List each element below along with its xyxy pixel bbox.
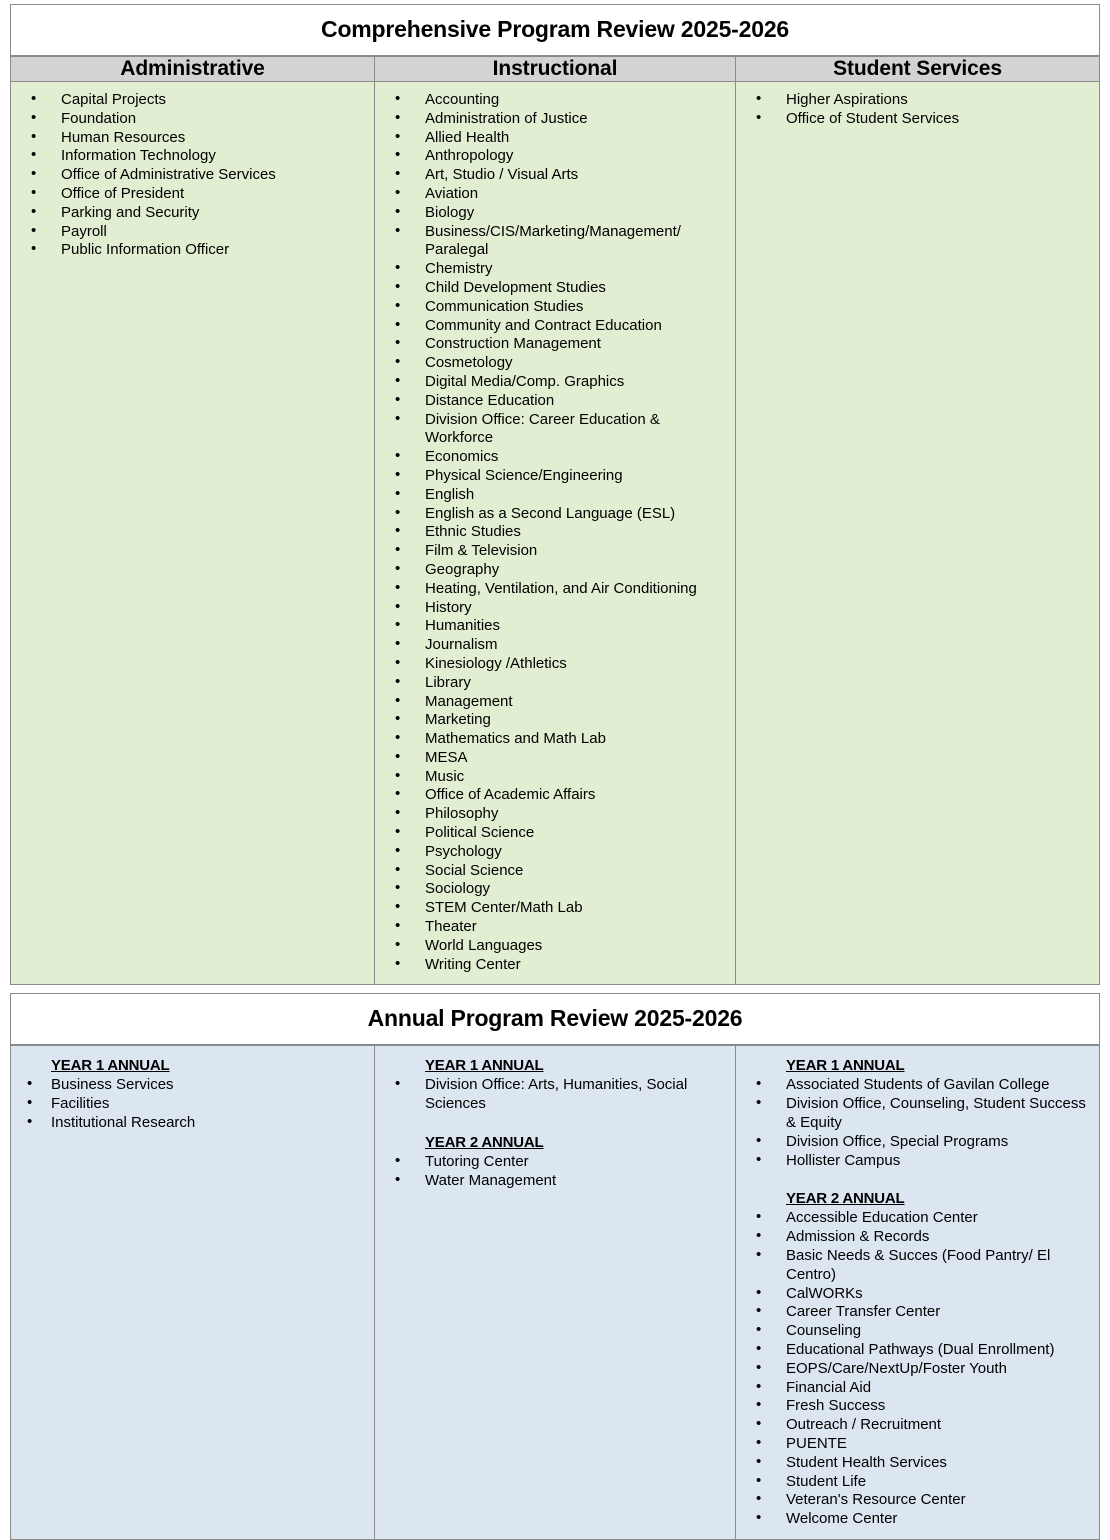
- program-item: • Office of Student Services: [742, 110, 1093, 129]
- comprehensive-header-row: [11, 57, 1100, 82]
- annual-title: Annual Program Review 2025-2026: [11, 994, 1099, 1045]
- program-item: • Financial Aid: [742, 1379, 1093, 1398]
- program-item: • Student Health Services: [742, 1454, 1093, 1473]
- comprehensive-title-row: [11, 5, 1100, 57]
- program-item: • Heating, Ventilation, and Air Conditioning: [381, 580, 729, 599]
- annual-title-row: [11, 994, 1100, 1046]
- program-item: • Foundation: [17, 110, 368, 129]
- program-item: • Construction Management: [381, 335, 729, 354]
- program-item: • Capital Projects: [17, 91, 368, 110]
- program-item: • Division Office: Arts, Humanities, Social Sciences: [381, 1076, 729, 1114]
- table-spacer: [10, 985, 1100, 993]
- year-group-list: [381, 1076, 729, 1114]
- program-item: • Journalism: [381, 636, 729, 655]
- program-item: • Office of Administrative Services: [17, 166, 368, 185]
- program-list-student-services: [742, 91, 1093, 129]
- program-item: • World Languages: [381, 937, 729, 956]
- program-item: • PUENTE: [742, 1435, 1093, 1454]
- year-group-list: [742, 1076, 1093, 1170]
- year-group-heading: YEAR 2 ANNUAL: [425, 1134, 544, 1152]
- program-item: • Mathematics and Math Lab: [381, 730, 729, 749]
- program-item: • Music: [381, 768, 729, 787]
- program-item: • Human Resources: [17, 129, 368, 148]
- program-item: • Division Office: Career Education & Workforce: [381, 411, 729, 449]
- column-header-instructional: Instructional: [375, 57, 736, 82]
- program-item: • Community and Contract Education: [381, 317, 729, 336]
- program-item: • Kinesiology /Athletics: [381, 655, 729, 674]
- program-item: • Business Services: [17, 1076, 368, 1095]
- program-item: • Basic Needs & Succes (Food Pantry/ El Centro): [742, 1247, 1093, 1285]
- year-group-list: [381, 1153, 729, 1191]
- program-item: • Associated Students of Gavilan College: [742, 1076, 1093, 1095]
- program-item: • MESA: [381, 749, 729, 768]
- program-item: • Writing Center: [381, 956, 729, 975]
- comprehensive-body-row: [11, 82, 1100, 985]
- year-group-heading: YEAR 1 ANNUAL: [786, 1057, 905, 1075]
- year-group-heading: YEAR 2 ANNUAL: [786, 1190, 905, 1208]
- annual-cell-student-services: [736, 1046, 1100, 1540]
- program-item: • Cosmetology: [381, 354, 729, 373]
- program-item: • Payroll: [17, 223, 368, 242]
- program-item: • Distance Education: [381, 392, 729, 411]
- program-item: • English as a Second Language (ESL): [381, 505, 729, 524]
- program-item: • Fresh Success: [742, 1397, 1093, 1416]
- program-item: • Accounting: [381, 91, 729, 110]
- year-group-list: [742, 1209, 1093, 1529]
- program-item: • Veteran's Resource Center: [742, 1491, 1093, 1510]
- group-spacer: [742, 1170, 1093, 1189]
- program-item: • Water Management: [381, 1172, 729, 1191]
- year-group-list: [17, 1076, 368, 1132]
- annual-cell-administrative: [11, 1046, 375, 1540]
- comprehensive-cell-student-services: [736, 82, 1100, 985]
- program-item: • Accessible Education Center: [742, 1209, 1093, 1228]
- program-item: • Social Science: [381, 862, 729, 881]
- program-item: • Digital Media/Comp. Graphics: [381, 373, 729, 392]
- program-item: • Facilities: [17, 1095, 368, 1114]
- comprehensive-cell-instructional: [375, 82, 736, 985]
- program-item: • Communication Studies: [381, 298, 729, 317]
- year-group-heading: YEAR 1 ANNUAL: [425, 1057, 544, 1075]
- program-item: • Educational Pathways (Dual Enrollment): [742, 1341, 1093, 1360]
- program-item: • Information Technology: [17, 147, 368, 166]
- annual-list-student-services: [736, 1046, 1099, 1539]
- program-item: • Economics: [381, 448, 729, 467]
- program-item: • Political Science: [381, 824, 729, 843]
- comprehensive-title: Comprehensive Program Review 2025-2026: [11, 5, 1099, 56]
- column-header-student-services: Student Services: [736, 57, 1100, 82]
- program-item: • Office of Academic Affairs: [381, 786, 729, 805]
- program-item: • Division Office, Counseling, Student Success & Equity: [742, 1095, 1093, 1133]
- program-item: • Philosophy: [381, 805, 729, 824]
- program-item: • Office of President: [17, 185, 368, 204]
- column-header-administrative: Administrative: [11, 57, 375, 82]
- program-item: • History: [381, 599, 729, 618]
- program-list-instructional: [381, 91, 729, 974]
- program-item: • Career Transfer Center: [742, 1303, 1093, 1322]
- program-item: • Aviation: [381, 185, 729, 204]
- program-item: • Chemistry: [381, 260, 729, 279]
- program-item: • Parking and Security: [17, 204, 368, 223]
- program-item: • Marketing: [381, 711, 729, 730]
- program-item: • CalWORKs: [742, 1285, 1093, 1304]
- year-group-heading: YEAR 1 ANNUAL: [51, 1057, 170, 1075]
- program-item: • Allied Health: [381, 129, 729, 148]
- program-item: • Institutional Research: [17, 1114, 368, 1133]
- program-item: • Film & Television: [381, 542, 729, 561]
- annual-cell-instructional: [375, 1046, 736, 1540]
- annual-program-review-table: [10, 993, 1100, 1540]
- comprehensive-cell-administrative: [11, 82, 375, 985]
- program-item: • Psychology: [381, 843, 729, 862]
- program-item: • Tutoring Center: [381, 1153, 729, 1172]
- program-item: • Physical Science/Engineering: [381, 467, 729, 486]
- program-item: • Business/CIS/Marketing/Management/ Paralegal: [381, 223, 729, 261]
- program-item: • Art, Studio / Visual Arts: [381, 166, 729, 185]
- program-item: • Sociology: [381, 880, 729, 899]
- program-item: • Student Life: [742, 1473, 1093, 1492]
- program-list-administrative: [17, 91, 368, 260]
- annual-list-administrative: [11, 1046, 374, 1142]
- program-item: • Division Office, Special Programs: [742, 1133, 1093, 1152]
- program-item: • EOPS/Care/NextUp/Foster Youth: [742, 1360, 1093, 1379]
- program-item: • Child Development Studies: [381, 279, 729, 298]
- comprehensive-program-review-table: [10, 4, 1100, 985]
- program-item: • Outreach / Recruitment: [742, 1416, 1093, 1435]
- program-item: • STEM Center/Math Lab: [381, 899, 729, 918]
- program-item: • Humanities: [381, 617, 729, 636]
- program-item: • Admission & Records: [742, 1228, 1093, 1247]
- program-item: • Higher Aspirations: [742, 91, 1093, 110]
- program-item: • Ethnic Studies: [381, 523, 729, 542]
- program-item: • Public Information Officer: [17, 241, 368, 260]
- program-item: • Biology: [381, 204, 729, 223]
- annual-list-instructional: [375, 1046, 735, 1200]
- program-item: • Management: [381, 693, 729, 712]
- program-item: • Theater: [381, 918, 729, 937]
- program-item: • Welcome Center: [742, 1510, 1093, 1529]
- program-item: • Administration of Justice: [381, 110, 729, 129]
- program-item: • Library: [381, 674, 729, 693]
- program-item: • Hollister Campus: [742, 1152, 1093, 1171]
- program-item: • Geography: [381, 561, 729, 580]
- program-item: • English: [381, 486, 729, 505]
- annual-body-row: [11, 1046, 1100, 1540]
- program-item: • Anthropology: [381, 147, 729, 166]
- group-spacer: [381, 1114, 729, 1133]
- program-item: • Counseling: [742, 1322, 1093, 1341]
